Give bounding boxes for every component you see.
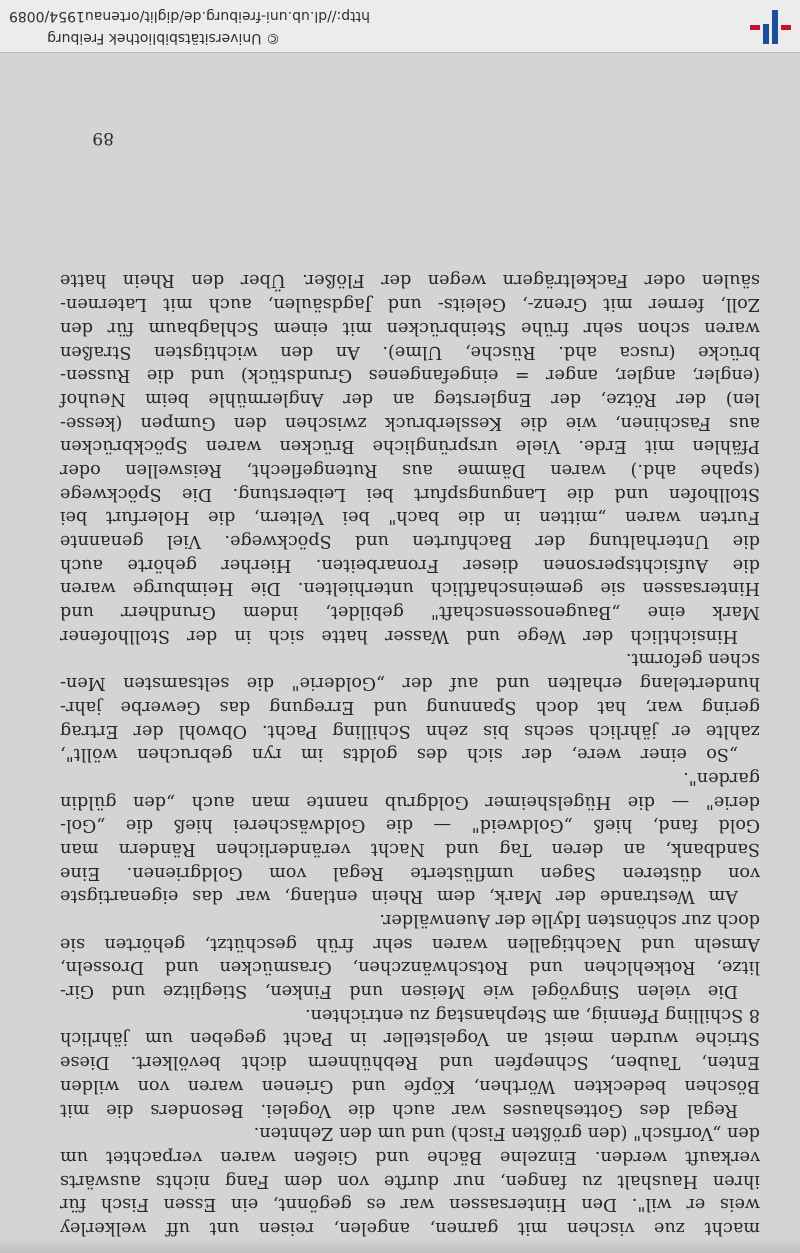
page-edge-shadow bbox=[0, 1239, 800, 1253]
text-line: verkauft werden. Einzelne Bäche und Gießen waren verpachtet um bbox=[60, 1146, 760, 1167]
ub-freiburg-logo-icon bbox=[749, 8, 795, 46]
text-line: (spahe ahd.) waren Dämme aus Rutengeflecht, Reiswellen oder bbox=[60, 460, 760, 480]
body-text bbox=[60, 268, 760, 1239]
text-line: die Unterhaltung der Bachfurten und Spöckwege. Viel genannte bbox=[60, 531, 760, 552]
text-line: Die vielen Singvögel wie Meisen und Finken, Stieglitze und Gir- bbox=[60, 981, 738, 1002]
text-line: schen geformt. bbox=[625, 649, 760, 670]
text-line: Böschen bedeckten Wörthen, Köpfe und Grienen waren von wilden bbox=[60, 1075, 760, 1096]
text-line: Hintersassen sie gemeinschaftlich unterhielten. Die Heimburge waren bbox=[60, 578, 760, 599]
text-line: säulen oder Fackelträgern wegen der Flößer. Über den Rhein hatte bbox=[60, 270, 760, 291]
text-line: Furten waren „mitten in die bach" bei Veltern, die Holerfurt bei bbox=[60, 507, 760, 528]
text-line: waren schon sehr frühe Steinbrücken mit einem Schlagbaum für den bbox=[60, 317, 760, 338]
text-line: Sandbank, an deren Tag und Nacht veränderlichen Rändern man bbox=[60, 839, 760, 859]
text-line: „So einer were, der sich des goldts im ryn gebruchen wöllt", bbox=[60, 744, 738, 765]
text-line: Striche wurden meist an Vogelsteller in Pacht gegeben um jährlich bbox=[60, 1028, 760, 1049]
text-line: Amseln und Nachtigallen waren sehr früh geschützt, gehörten sie bbox=[60, 933, 760, 954]
text-line: Am Westrande der Mark, dem Rhein entlang, war das eigenartigste bbox=[60, 886, 738, 907]
page-number: 89 bbox=[92, 128, 114, 148]
text-line: Hinsichtlich der Wege und Wasser hatte sich in der Stollhofener bbox=[60, 625, 738, 646]
text-line: doch zur schönsten Idylle der Auenwälder. bbox=[379, 910, 760, 931]
text-line: Mark eine „Baugenossenschaft" gebildet, indem Grundherr und bbox=[60, 602, 760, 623]
source-url-link[interactable]: http://dl.ub.uni-freiburg.de/diglit/ortenau1954/0089 bbox=[8, 8, 370, 24]
scan-header bbox=[0, 0, 800, 53]
text-line: Regal des Gotteshauses war auch die Vogelei. Besonders die mit bbox=[60, 1099, 738, 1120]
text-line: (engler, angler, anger = eingefangenes Grundstück) und die Russen- bbox=[60, 365, 760, 386]
text-line: hundertelang erhalten und auf der „Golderie" die seltsamsten Men- bbox=[60, 673, 760, 694]
text-line: Zoll, ferner mit Grenz-, Geleits- und Jagdsäulen, auch mit Laternen- bbox=[60, 294, 760, 315]
text-line: weis er wil". Den Hintersassen war es gegönnt, ein Essen Fisch für bbox=[60, 1194, 760, 1215]
text-line: len) der Rötze, der Englersteg an der Anglermühle beim Neuhof bbox=[60, 388, 760, 409]
text-line: Enten, Tauben, Schnepfen und Rebhühnern dicht bevölkert. Diese bbox=[60, 1052, 760, 1073]
text-line: die Aufsichtspersonen dieser Fronarbeiten. Hierher gehörte auch bbox=[60, 554, 760, 575]
text-line: Pfählen mit Erde. Viele ursprüngliche Brücken waren Spöckbrücken bbox=[60, 436, 760, 457]
text-line: aus Faschinen, wie die Kesslerbruck zwischen den Gumpen (kesse- bbox=[60, 412, 760, 433]
text-line: litze, Rotkehlchen und Rotschwänzchen, Grasmücken und Drosseln, bbox=[60, 957, 760, 978]
text-line: Gold fand, hieß „Goldweid" — die Goldwäscherei hieß die „Gol- bbox=[60, 815, 760, 836]
copyright-text: © Universitätsbibliothek Freiburg bbox=[47, 30, 280, 46]
text-line: ihren Haushalt zu fangen, nur durfte von dem Fang nichts auswärts bbox=[60, 1170, 760, 1191]
text-line: brücke (rusca ahd. Rüsche, Ulme). An den wichtigsten Straßen bbox=[60, 341, 760, 362]
text-line: zahlte er jährlich sechs bis zehn Schilling Pacht. Obwohl der Ertrag bbox=[60, 720, 760, 741]
text-line: von düsteren Sagen umflüsterte Regal vom Goldgrienen. Eine bbox=[60, 862, 760, 883]
text-line: 8 Schilling Pfennig, am Stephanstag zu entrichten. bbox=[304, 1004, 760, 1025]
text-line: Stollhofen und die Langungspfurt bei Leiberstung. Die Spöckwege bbox=[60, 483, 760, 504]
text-line: garden". bbox=[683, 767, 760, 788]
text-line: den „Vorfisch" (den größten Fisch) und um den Zehnten. bbox=[253, 1123, 760, 1144]
text-line: gering war, hat doch Spannung und Erregung das Gewerbe jahr- bbox=[60, 696, 760, 717]
text-line: derie" — die Hügelsheimer Goldgrub nannte man auch „den güldin bbox=[60, 791, 760, 812]
text-line: macht zue vischen mit garnen, angelen, reisen unt uff welkerley bbox=[60, 1218, 760, 1238]
